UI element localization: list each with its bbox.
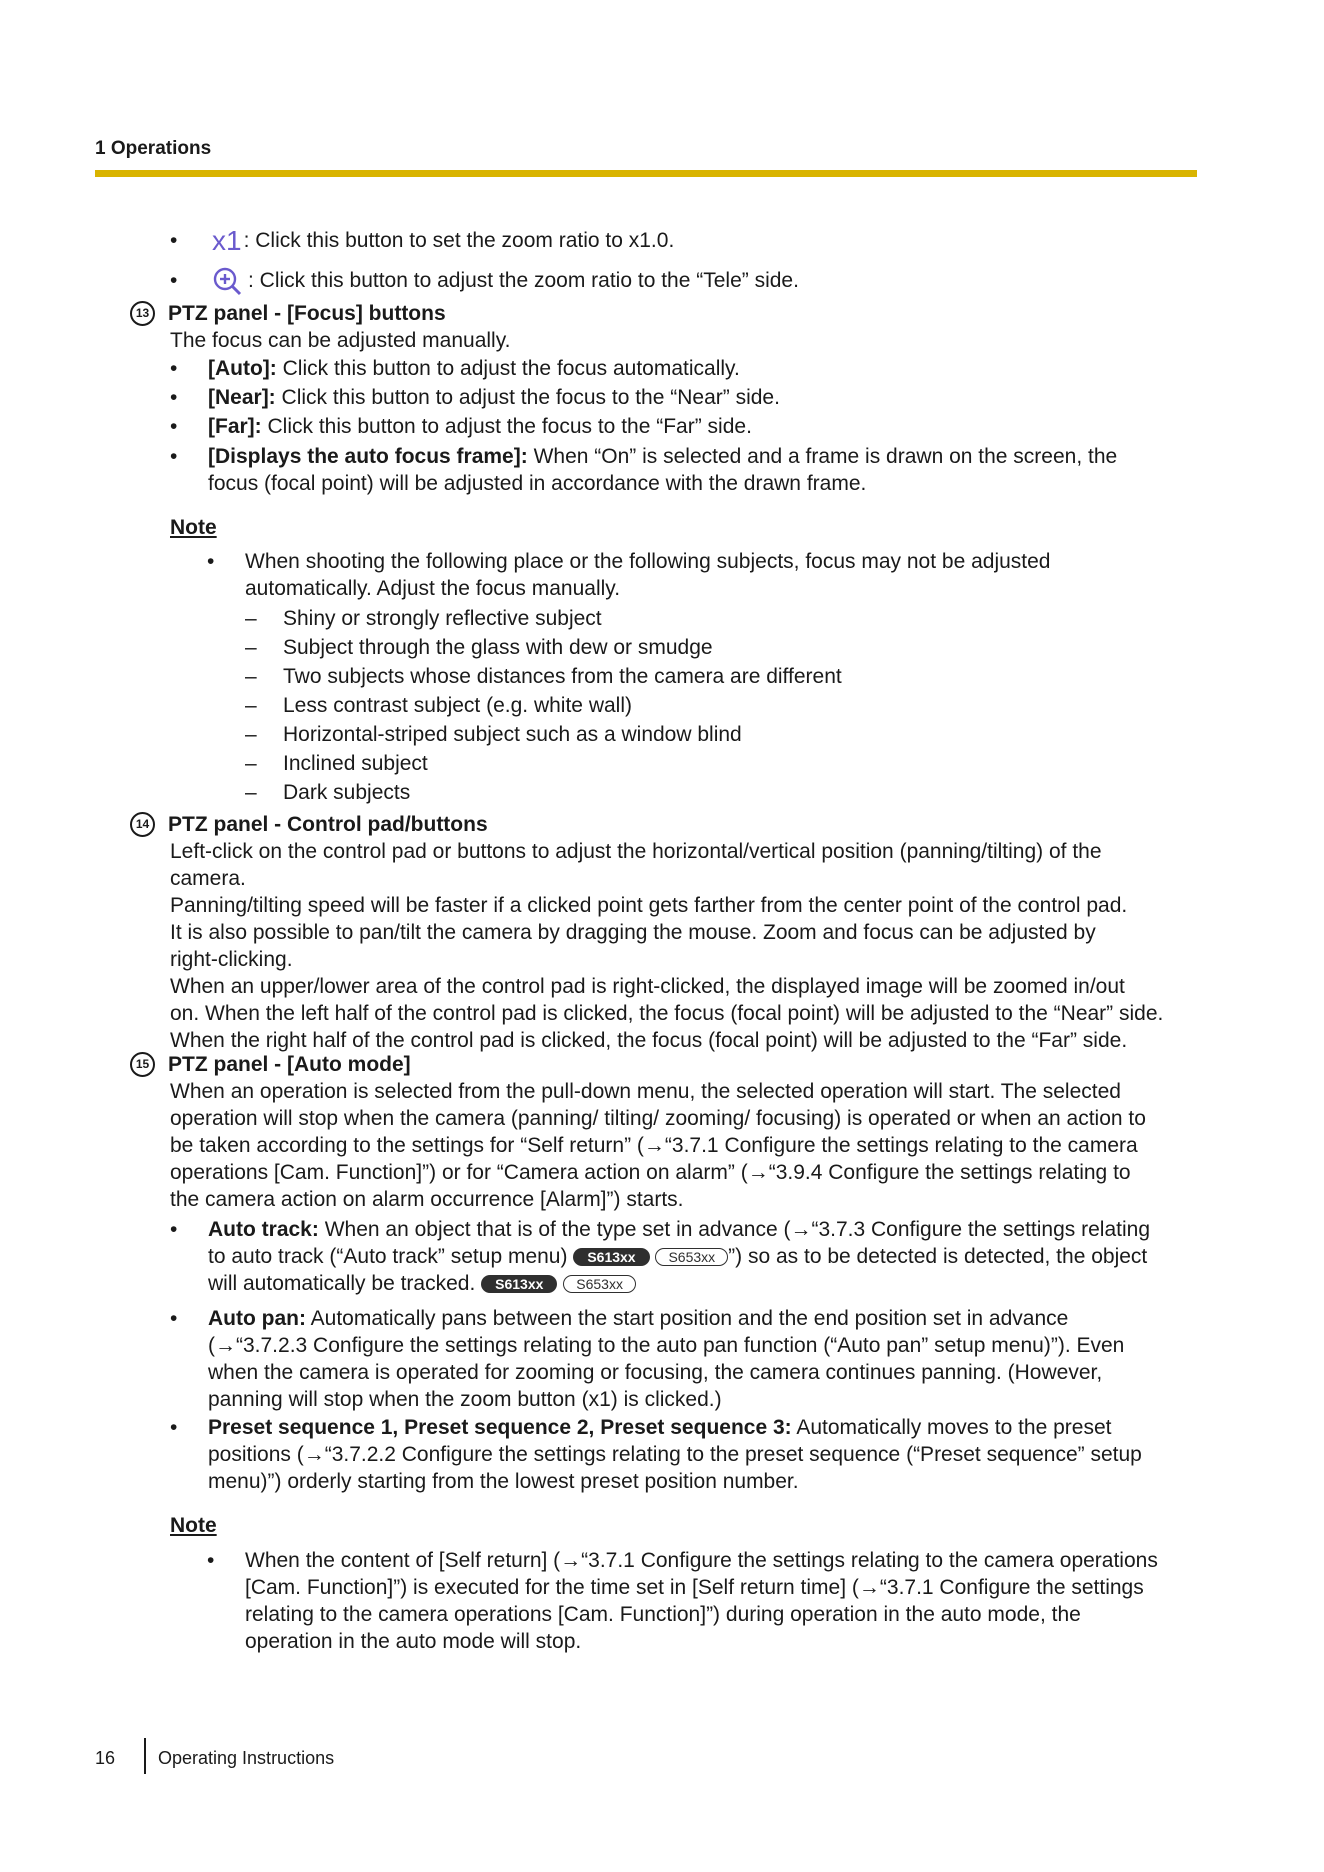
section-number-14: 14 [130,812,155,837]
section-heading-15: 15 PTZ panel - [Auto mode] [130,1051,411,1078]
note-label: Note [170,516,217,539]
list-item: • Preset sequence 1, Preset sequence 2, Preset sequence 3: Automatically moves to the preset positions (→“3.7.2.2 Configure the settings relating to the preset sequence (“Preset sequence” setup menu)”) orderly starting from the lowest preset position number. [170,1416,1142,1493]
list-item: • Auto pan: Automatically pans between the start position and the end position set in advance (→“3.7.2.3 Configure the settings relating to the auto pan function (“Auto pan” setup menu)”). Even when the camera is operated for zooming or focusing, the camera continues panning. (However, panning will stop when the zoom button (x1) is clicked.) [170,1307,1125,1411]
zoom-in-icon [212,267,244,304]
dash-item: – Shiny or strongly reflective subject [245,607,602,630]
list-item: • [Displays the auto focus frame]: When “On” is selected and a frame is drawn on the screen, the focus (focal point) will be adjusted in accordance with the drawn frame. [170,445,1118,495]
list-item: • x1 : Click this button to set the zoom ratio to x1.0. [170,225,675,256]
model-badge-s653: S653xx [563,1275,636,1293]
model-badge-s613: S613xx [573,1248,649,1266]
list-item: • [Auto]: Click this button to adjust the focus automatically. [170,357,740,380]
header-rule [95,170,1197,177]
list-item: • Auto track: When an object that is of the type set in advance (→“3.7.3 Configure the settings relating to auto track (“Auto track” setup menu) S613xx S653xx ”) so as to be detected is detected, the object will automatically be tracked. S613xx S653xx [170,1218,1150,1295]
dash-item: – Two subjects whose distances from the camera are different [245,665,842,688]
list-item: • [Near]: Click this button to adjust the focus to the “Near” side. [170,386,780,409]
list-item: • : Click this button to adjust the zoom ratio to the “Tele” side. [170,267,799,304]
section-number-15: 15 [130,1052,155,1077]
list-item: • [Far]: Click this button to adjust the focus to the “Far” side. [170,415,752,438]
footer-title: Operating Instructions [158,1748,335,1768]
section-body: When an operation is selected from the pull-down menu, the selected operation will start. The selected operation will stop when the camera (panning/ tilting/ zooming/ focusing) is operated or when an action to be taken according to the settings for “Self return” (→“3.7.1 Configure the settings relating to the camera operations [Cam. Function]”) or for “Camera action on alarm” (→“3.9.4 Configure the settings relating to the camera action on alarm occurrence [Alarm]”) starts. [170,1080,1146,1211]
footer-divider [144,1738,146,1774]
section-number-13: 13 [130,301,155,326]
dash-item: – Horizontal-striped subject such as a window blind [245,723,742,746]
note-item: • When the content of [Self return] (→“3.7.1 Configure the settings relating to the camera operations [Cam. Function]”) is executed for the time set in [Self return time] (→“3.7.1 Configure the settings relating to the camera operations [Cam. Function]”) during operation in the auto mode, the operation in the auto mode will stop. [207,1549,1158,1653]
dash-item: – Subject through the glass with dew or smudge [245,636,713,659]
section-heading-13: 13 PTZ panel - [Focus] buttons [130,300,446,327]
page-number: 16 [95,1748,116,1768]
note-item: • When shooting the following place or the following subjects, focus may not be adjusted automatically. Adjust the focus manually. [207,550,1051,600]
dash-item: – Inclined subject [245,752,428,775]
section-body: Left-click on the control pad or buttons to adjust the horizontal/vertical position (panning/tilting) of the camera. Panning/tilting speed will be faster if a clicked point gets farther from the center point of the control pad. It is also possible to pan/tilt the camera by dragging the mouse. Zoom and focus can be adjusted by right-clicking. When an upper/lower area of the control pad is right-clicked, the displayed image will be zoomed in/out on. When the left half of the control pad is clicked, the focus (focal point) will be adjusted to the “Near” side. When the right half of the control pad is clicked, the focus (focal point) will be adjusted to the “Far” side. [170,840,1164,1052]
note-label: Note [170,1514,217,1537]
dash-item: – Less contrast subject (e.g. white wall) [245,694,632,717]
section-intro: The focus can be adjusted manually. [170,329,511,352]
model-badge-s613: S613xx [481,1275,557,1293]
page-header-title: 1 Operations [95,138,212,159]
dash-item: – Dark subjects [245,781,411,804]
model-badge-s653: S653xx [655,1248,728,1266]
x1-icon: x1 [212,225,242,256]
section-heading-14: 14 PTZ panel - Control pad/buttons [130,811,488,838]
